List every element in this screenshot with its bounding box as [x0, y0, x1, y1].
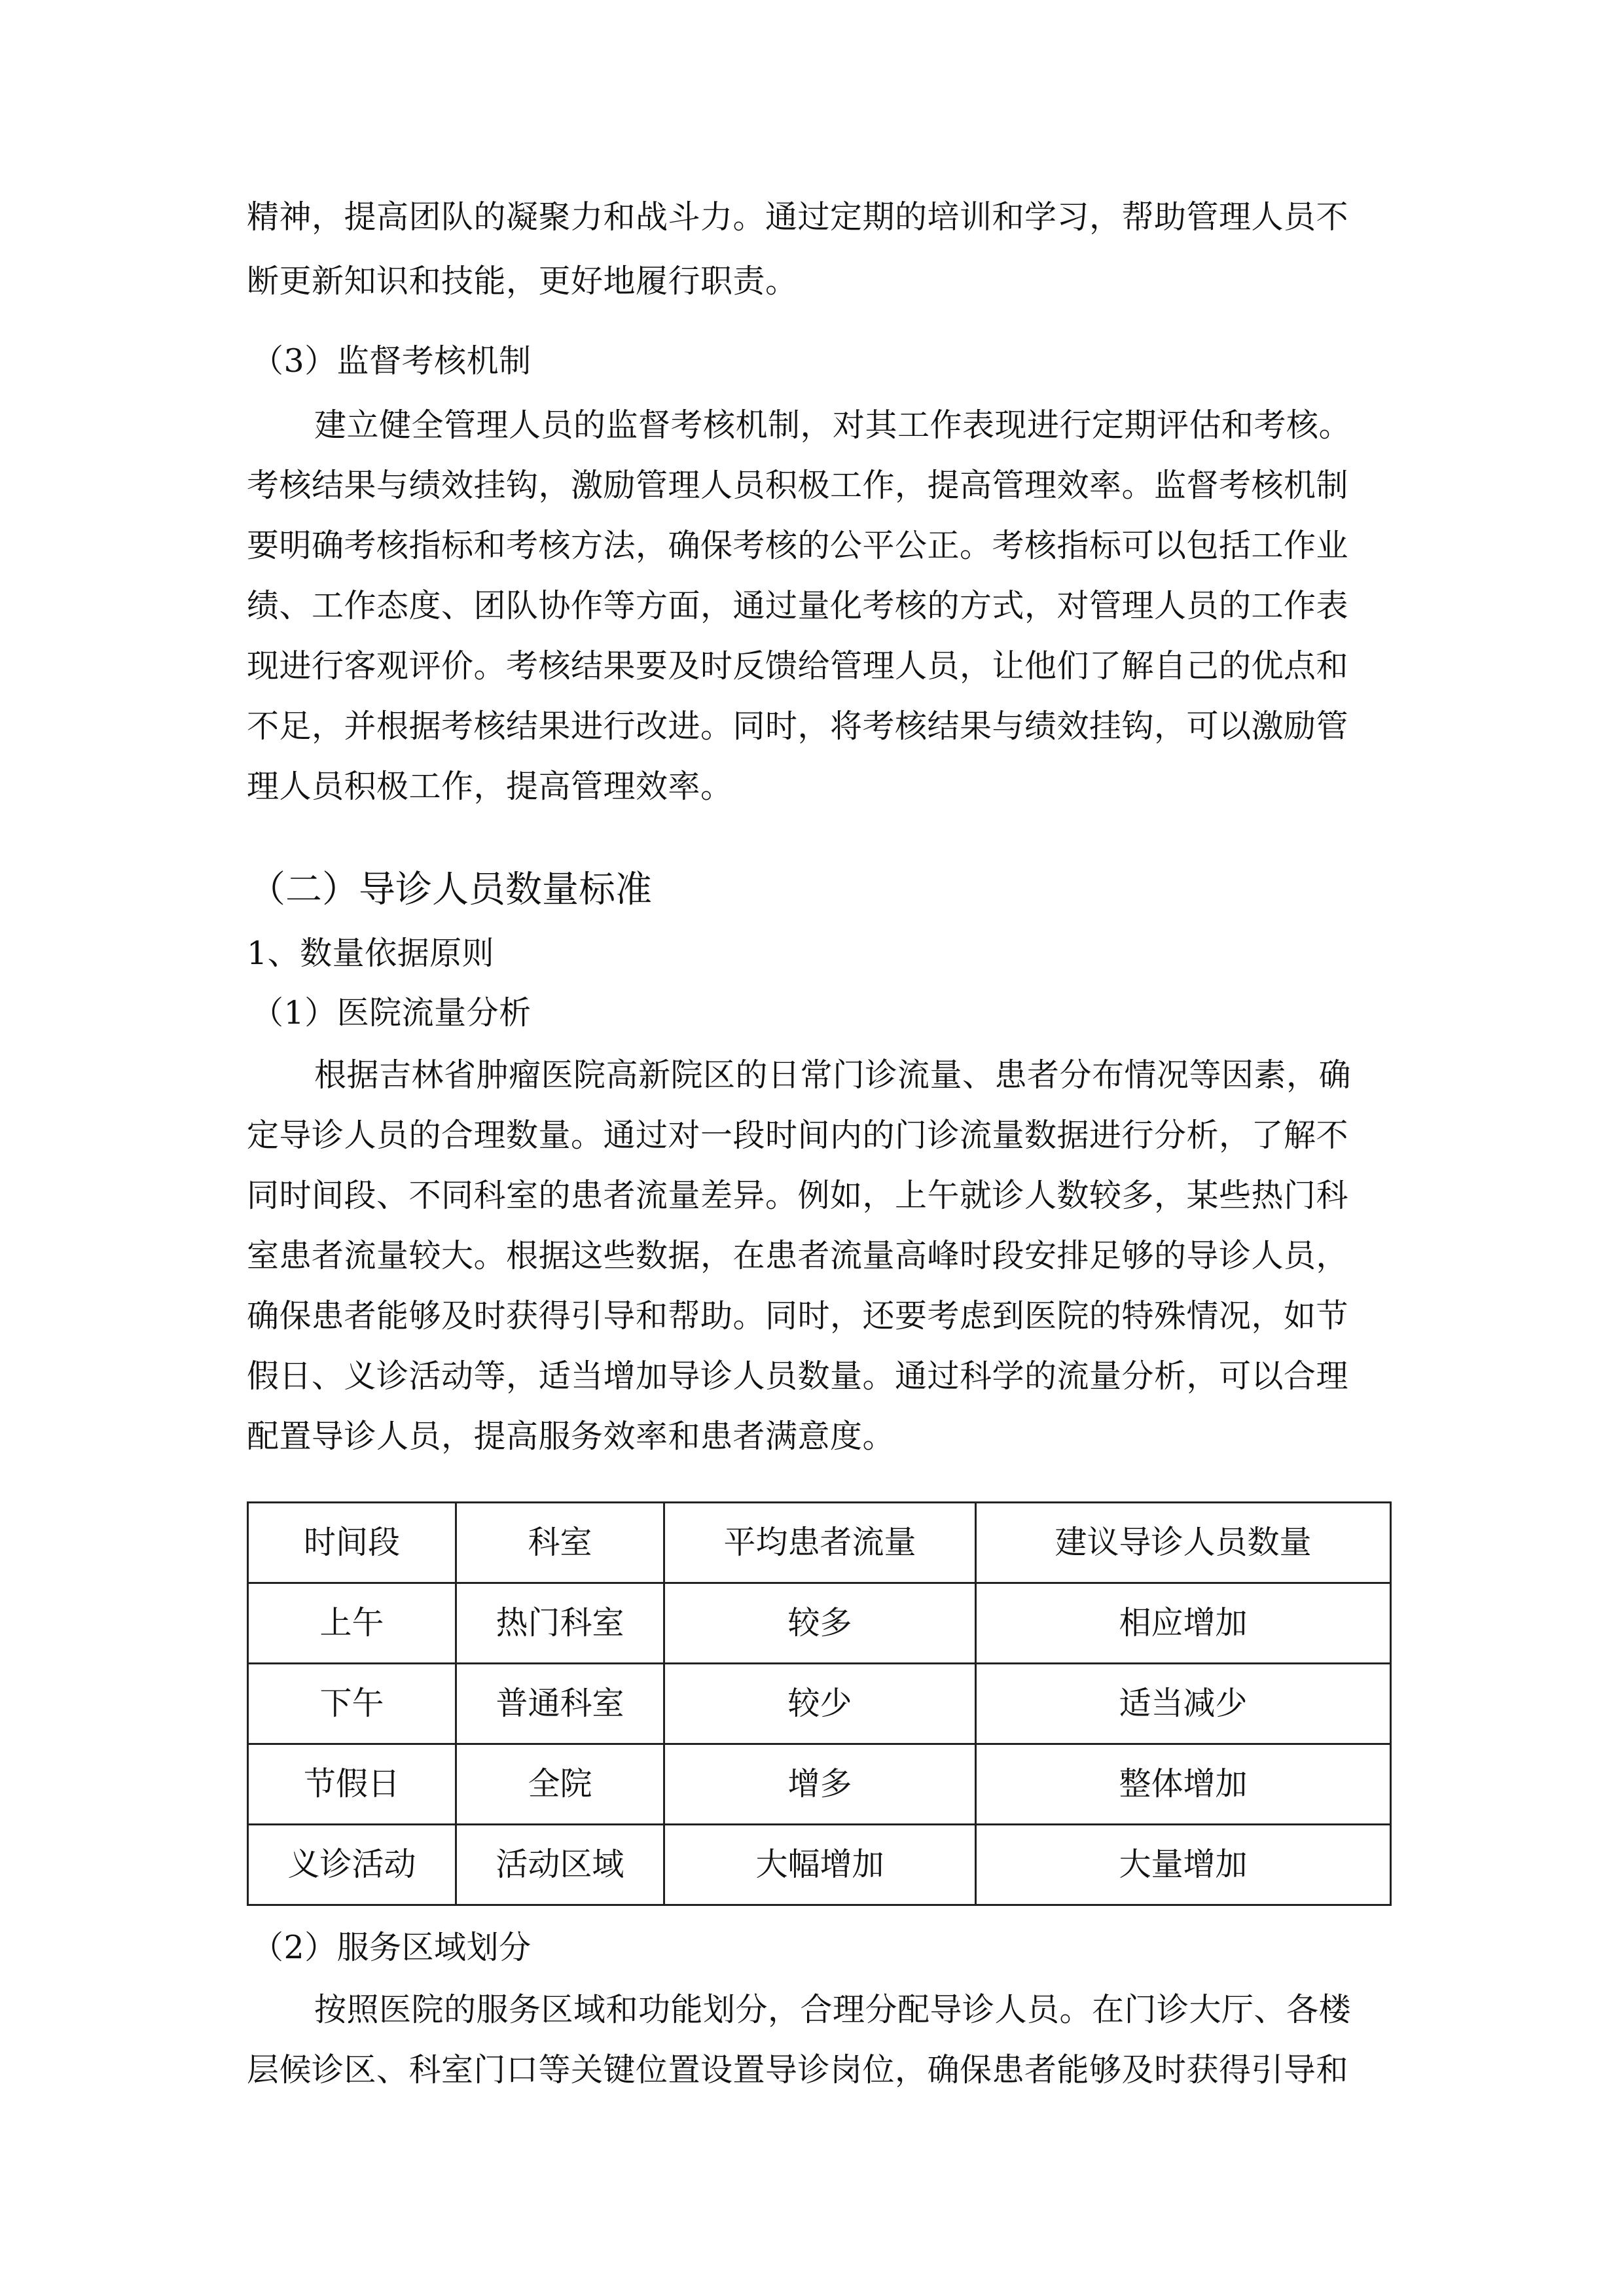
subsection-heading: 1、数量依据原则 — [247, 935, 495, 972]
paragraph-line: 绩、工作态度、团队协作等方面，通过量化考核的方式，对管理人员的工作表 — [247, 587, 1349, 624]
table-cell: 普通科室 — [456, 1664, 664, 1744]
table-cell: 大量增加 — [976, 1825, 1391, 1905]
paragraph-line: 定导诊人员的合理数量。通过对一段时间内的门诊流量数据进行分析，了解不 — [247, 1117, 1349, 1154]
paragraph-line: 假日、义诊活动等，适当增加导诊人员数量。通过科学的流量分析，可以合理 — [247, 1357, 1349, 1395]
chapter-heading: （二）导诊人员数量标准 — [249, 869, 652, 911]
paragraph-line: 配置导诊人员，提高服务效率和患者满意度。 — [247, 1418, 895, 1455]
paragraph-line: 断更新知识和技能，更好地履行职责。 — [247, 262, 798, 300]
paragraph-line: 室患者流量较大。根据这些数据，在患者流量高峰时段安排足够的导诊人员， — [247, 1237, 1349, 1274]
paragraph-line: 层候诊区、科室门口等关键位置设置导诊岗位，确保患者能够及时获得引导和 — [247, 2051, 1349, 2089]
table-header-cell: 时间段 — [248, 1503, 456, 1583]
table-row — [248, 1744, 1391, 1825]
paragraph-line: 按照医院的服务区域和功能划分，合理分配导诊人员。在门诊大厅、各楼 — [314, 1991, 1352, 2028]
table-header-cell: 平均患者流量 — [664, 1503, 976, 1583]
table-header-row — [248, 1503, 1391, 1583]
subsection-heading-flow-analysis: （1）医院流量分析 — [251, 994, 532, 1031]
table-cell: 适当减少 — [976, 1664, 1391, 1744]
table-header-cell: 科室 — [456, 1503, 664, 1583]
paragraph-line: 确保患者能够及时获得引导和帮助。同时，还要考虑到医院的特殊情况，如节 — [247, 1297, 1349, 1335]
table-header-cell: 建议导诊人员数量 — [976, 1503, 1391, 1583]
table-cell: 增多 — [664, 1744, 976, 1825]
table-cell: 节假日 — [248, 1744, 456, 1825]
table-cell: 较少 — [664, 1664, 976, 1744]
table-cell: 全院 — [456, 1744, 664, 1825]
paragraph-line: 同时间段、不同科室的患者流量差异。例如，上午就诊人数较多，某些热门科 — [247, 1177, 1349, 1214]
table-cell: 上午 — [248, 1583, 456, 1664]
table-row — [248, 1825, 1391, 1905]
table-cell: 热门科室 — [456, 1583, 664, 1664]
table-row — [248, 1664, 1391, 1744]
section-heading-supervision: （3）监督考核机制 — [251, 342, 532, 380]
staffing-table — [247, 1501, 1392, 1906]
paragraph-line: 精神，提高团队的凝聚力和战斗力。通过定期的培训和学习，帮助管理人员不 — [247, 198, 1349, 236]
section-heading-service-area: （2）服务区域划分 — [251, 1929, 532, 1966]
table-cell: 较多 — [664, 1583, 976, 1664]
table-cell: 义诊活动 — [248, 1825, 456, 1905]
table-cell: 相应增加 — [976, 1583, 1391, 1664]
table-row — [248, 1583, 1391, 1664]
paragraph-line: 根据吉林省肿瘤医院高新院区的日常门诊流量、患者分布情况等因素，确 — [314, 1056, 1352, 1094]
paragraph-line: 现进行客观评价。考核结果要及时反馈给管理人员，让他们了解自己的优点和 — [247, 647, 1349, 685]
paragraph-line: 理人员积极工作，提高管理效率。 — [247, 768, 733, 805]
table-cell: 下午 — [248, 1664, 456, 1744]
table-cell: 整体增加 — [976, 1744, 1391, 1825]
table-cell: 大幅增加 — [664, 1825, 976, 1905]
table-cell: 活动区域 — [456, 1825, 664, 1905]
paragraph-line: 要明确考核指标和考核方法，确保考核的公平公正。考核指标可以包括工作业 — [247, 527, 1349, 564]
paragraph-line: 建立健全管理人员的监督考核机制，对其工作表现进行定期评估和考核。 — [314, 406, 1352, 444]
paragraph-line: 不足，并根据考核结果进行改进。同时，将考核结果与绩效挂钩，可以激励管 — [247, 708, 1349, 745]
paragraph-line: 考核结果与绩效挂钩，激励管理人员积极工作，提高管理效率。监督考核机制 — [247, 467, 1349, 504]
